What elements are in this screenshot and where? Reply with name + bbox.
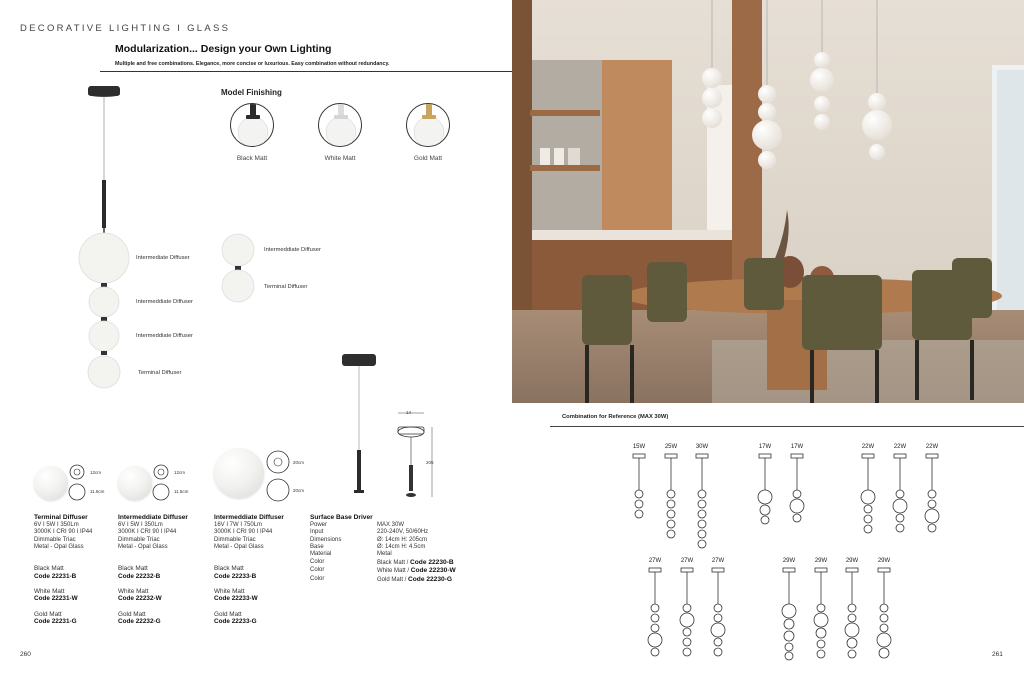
main-diffuser-label-2: Intermeddiate Diffuser (136, 299, 193, 305)
finish-name: Black Matt (34, 565, 64, 572)
driver-spec-key: Input (310, 529, 324, 536)
intermediate-small-dimensions (152, 463, 174, 503)
intermediate-large-diffuser-image (214, 448, 264, 498)
finishing-title: Model Finishing (221, 88, 282, 97)
spec-line: 3000K I CRI 90 I IP44 (118, 529, 177, 536)
side-diffuser-label-1: Intermeddiate Diffuser (264, 247, 321, 253)
driver-spec-value: Metal (377, 551, 392, 558)
finish-name: White Matt (34, 587, 65, 595)
driver-spec-value: Ø: 14cm H: 4.5cm (377, 543, 426, 550)
combo-watt: 15W (632, 444, 646, 450)
driver-color-key: Color (310, 559, 325, 566)
finish-name: Black Matt (214, 565, 244, 572)
combo-watt: 22W (861, 444, 875, 450)
finish-swatch-gold (406, 103, 450, 147)
finish-name: White Matt (118, 587, 149, 595)
surface-driver-illustration (335, 350, 385, 500)
combo-watt: 27W (680, 558, 694, 564)
page-title: Modularization... Design your Own Lighting (115, 43, 332, 55)
finish-swatch-white (318, 103, 362, 147)
product-code: Code 22233-B (214, 572, 257, 580)
page-subtitle: Multiple and free combinations. Elegance, more concise or luxurious. Easy combination without redundancy. (115, 61, 390, 67)
product-spec-intermediate-small (118, 514, 212, 551)
pendant-assembly-illustration (70, 80, 140, 400)
product-name: Terminal Diffuser (34, 514, 88, 521)
side-diffuser-label-2: Terminal Diffuser (264, 284, 308, 290)
intermediate-large-dimensions (266, 450, 294, 506)
product-code: Code 22231-W (34, 595, 78, 603)
finish-label-black: Black Matt (236, 155, 268, 162)
finish-name: White Matt (214, 587, 245, 595)
terminal-dim-bottom: 11.5cm (90, 489, 105, 494)
driver-dimension-drawing (390, 405, 440, 505)
finish-label-gold: Gold Matt (413, 155, 443, 162)
finish-label-white: White Matt (324, 155, 356, 162)
driver-spec-value: 220-240V, 50/60Hz (377, 529, 429, 536)
driver-color-finish: Black Matt / (377, 560, 411, 567)
finish-name: Gold Matt (34, 610, 62, 618)
product-spec-intermediate-large (214, 514, 308, 551)
finish-name: Gold Matt (214, 610, 242, 618)
combination-diagrams-row2 (640, 566, 900, 662)
product-codes-terminal (34, 565, 118, 626)
finish-name: Black Matt (118, 565, 148, 572)
product-spec-terminal (34, 514, 118, 551)
page-number-left: 260 (20, 651, 31, 658)
driver-color-finish: White Matt / (377, 568, 411, 575)
spec-line: Metal - Opal Glass (118, 543, 168, 550)
driver-color-code: Code 22230-G (408, 575, 452, 583)
product-code: Code 22231-B (34, 572, 77, 580)
driver-spec-key: Base (310, 543, 324, 550)
finish-swatch-black (230, 103, 274, 147)
combo-watt: 30W (695, 444, 709, 450)
main-diffuser-label-1: Intermediate Diffuser (136, 255, 190, 261)
combo-watt: 17W (790, 444, 804, 450)
catalog-category: DECORATIVE LIGHTING I GLASS (20, 23, 231, 34)
driver-name: Surface Base Driver (310, 514, 373, 521)
driver-spec-key: Material (310, 551, 332, 558)
main-diffuser-label-4: Terminal Diffuser (138, 370, 182, 376)
combo-watt: 27W (648, 558, 662, 564)
intermediate-small-dim-bottom: 11.5cm (174, 489, 189, 494)
driver-color-finish: Gold Matt / (377, 576, 409, 583)
product-code: Code 22231-G (34, 618, 77, 626)
intermediate-large-dim-bottom: 20cm (293, 488, 305, 493)
spec-line: 3000K I CRI 90 I IP44 (214, 529, 273, 536)
combo-watt: 29W (877, 558, 891, 564)
driver-width-label: 14 (406, 410, 412, 415)
driver-color-key: Color (310, 567, 325, 574)
combo-watt: 29W (782, 558, 796, 564)
driver-color-code: Code 22230-W (410, 567, 456, 575)
spec-line: Dimmable Triac (34, 536, 76, 543)
terminal-diffuser-image (34, 466, 68, 500)
combination-title: Combination for Reference (MAX 30W) (562, 414, 669, 420)
terminal-diffuser-dimensions (68, 463, 90, 503)
driver-spec-table (310, 514, 510, 584)
product-name: Intermeddiate Diffuser (118, 514, 188, 521)
driver-height-label: 205 (426, 460, 434, 465)
product-name: Intermeddiate Diffuser (214, 514, 284, 521)
spec-line: 6V I 5W I 350Lm (118, 522, 163, 529)
product-codes-intermediate-large (214, 565, 308, 626)
driver-spec-value: Ø: 14cm H: 205cm (377, 536, 428, 543)
combo-watt: 29W (845, 558, 859, 564)
product-code: Code 22233-G (214, 618, 257, 626)
dining-room-photo (512, 0, 1024, 403)
spec-line: Metal - Opal Glass (34, 543, 84, 550)
driver-spec-value: MAX 30W (377, 522, 405, 529)
combination-divider (550, 426, 1024, 427)
spec-line: Dimmable Triac (214, 536, 256, 543)
side-diffuser-illustration (218, 230, 260, 308)
combo-watt: 17W (758, 444, 772, 450)
driver-spec-key: Power (310, 522, 328, 529)
spec-line: 3000K I CRI 90 I IP44 (34, 529, 93, 536)
combo-watt: 25W (664, 444, 678, 450)
spec-line: Metal - Opal Glass (214, 543, 264, 550)
product-codes-intermediate-small (118, 565, 212, 626)
combo-watt: 27W (711, 558, 725, 564)
product-code: Code 22233-W (214, 595, 258, 603)
intermediate-small-diffuser-image (118, 466, 152, 500)
product-code: Code 22232-B (118, 572, 161, 580)
finish-name: Gold Matt (118, 610, 146, 618)
combination-diagrams-row1 (620, 452, 960, 552)
terminal-dim-top: 12cm (90, 470, 102, 475)
product-code: Code 22232-W (118, 595, 162, 603)
spec-line: 6V I 5W I 350Lm (34, 522, 79, 529)
spec-line: 16V I 7W I 750Lm (214, 522, 263, 529)
combo-watt: 22W (925, 444, 939, 450)
intermediate-large-dim-top: 20cm (293, 460, 305, 465)
combo-watt: 29W (814, 558, 828, 564)
main-diffuser-label-3: Intermeddiate Diffuser (136, 333, 193, 339)
page-number-right: 261 (992, 651, 1003, 658)
driver-color-code: Code 22230-B (410, 559, 454, 567)
driver-spec-key: Dimensions (310, 536, 342, 543)
title-divider (100, 71, 512, 72)
product-code: Code 22232-G (118, 618, 161, 626)
driver-color-key: Color (310, 575, 325, 582)
combo-watt: 22W (893, 444, 907, 450)
spec-line: Dimmable Triac (118, 536, 160, 543)
intermediate-small-dim-top: 12cm (174, 470, 186, 475)
